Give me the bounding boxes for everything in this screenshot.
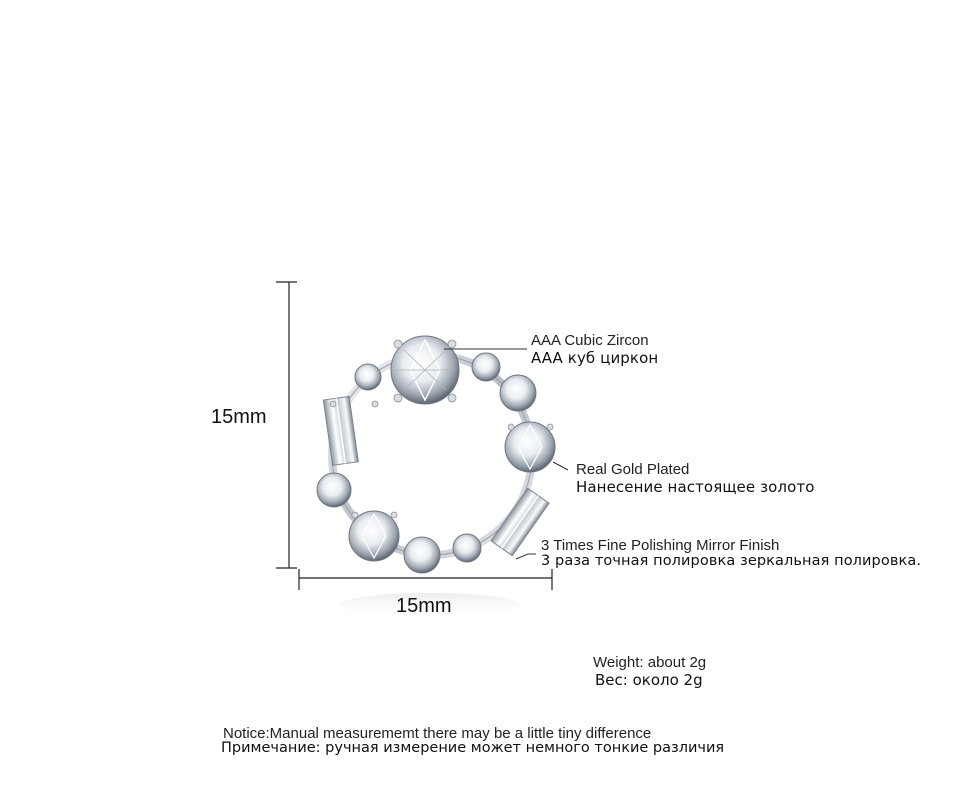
plating-label-en: Real Gold Plated: [576, 461, 690, 478]
plating-label-ru: Нанесение настоящее золото: [576, 478, 815, 496]
zircon-label-en: AAA Cubic Zircon: [531, 332, 649, 349]
height-label: 15mm: [211, 406, 267, 428]
earring: [317, 336, 555, 573]
finish-label-en: 3 Times Fine Polishing Mirror Finish: [541, 537, 780, 554]
height-dimension-line: [276, 282, 297, 568]
weight-label-ru: Вес: около 2g: [595, 671, 703, 689]
lower-left-round-stone: [349, 511, 399, 561]
zircon-label-ru: AAA куб циркон: [531, 349, 659, 367]
weight-label-en: Weight: about 2g: [593, 654, 707, 671]
notice-ru: Примечание: ручная измерение может немного тонкие различия: [221, 740, 725, 756]
finish-label-ru: 3 раза точная полировка зеркальная полировка.: [541, 553, 922, 569]
notice-en: Notice:Manual measurememt there may be a little tiny difference: [223, 725, 652, 742]
width-label: 15mm: [396, 595, 452, 617]
